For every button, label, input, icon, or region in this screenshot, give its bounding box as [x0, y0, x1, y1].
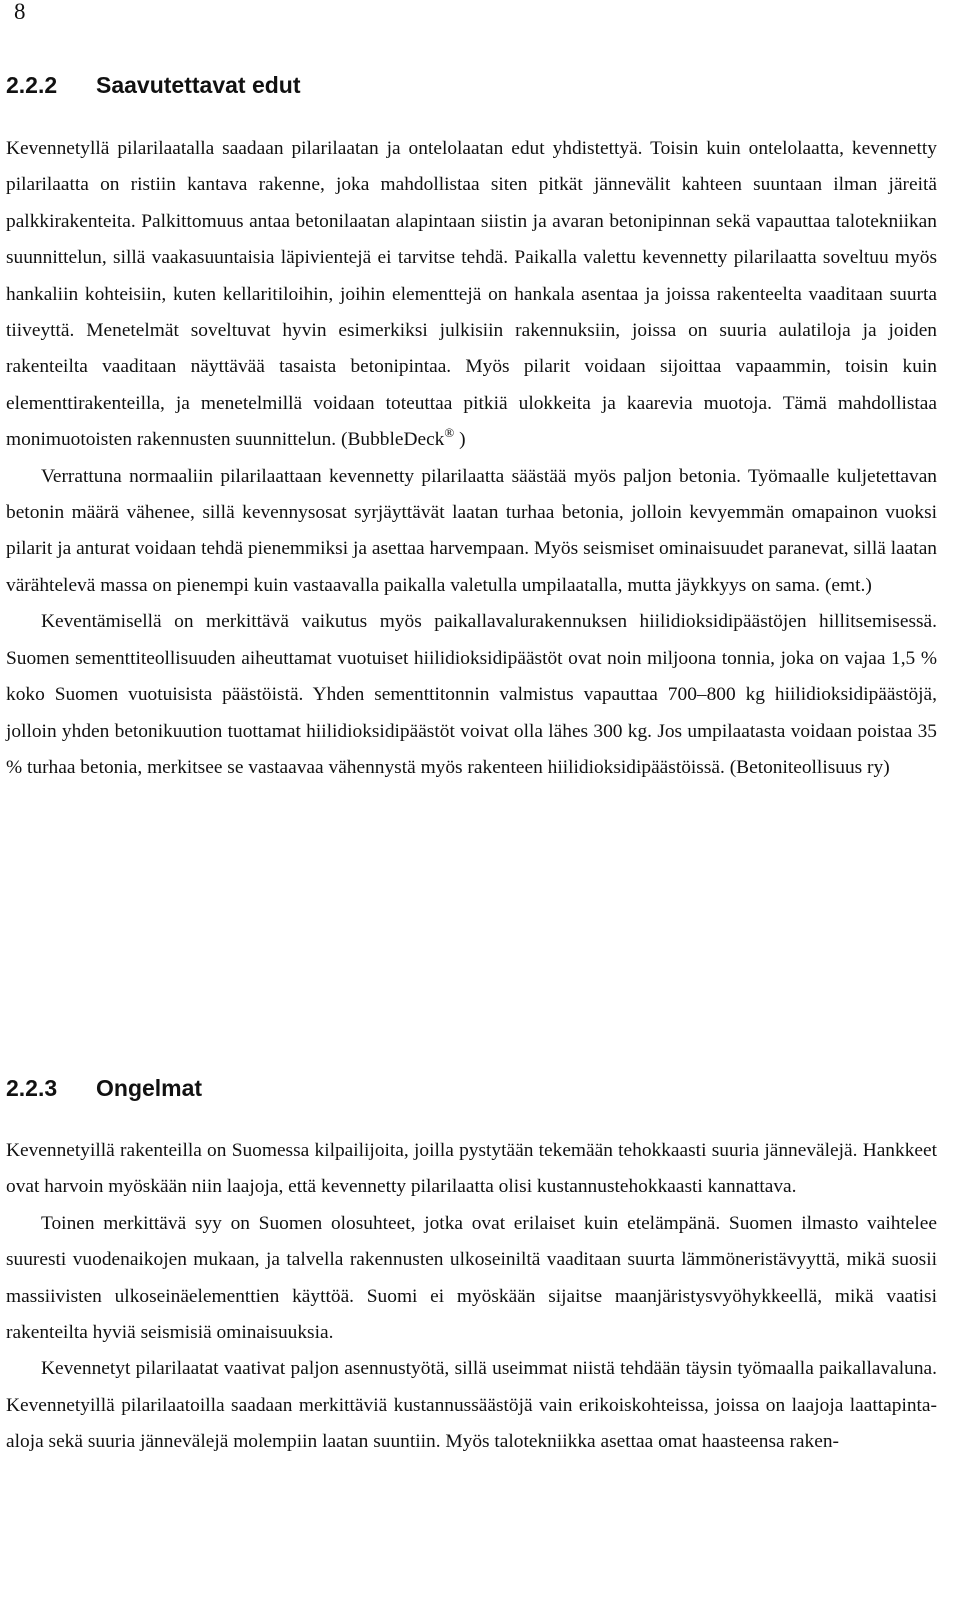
section-body: [6, 1133, 937, 1461]
section-heading-saavutettavat-edut: [6, 70, 301, 100]
paragraph: Keventämisellä on merkittävä vaikutus myös paikallavalurakennuksen hiilidioksidipäästöjen hillitsemisessä. Suomen sementtiteollisuuden aiheuttamat vuotuiset hiilidioksidipäästöt ovat noin miljoona tonnia, joka on vajaa 1,5 % koko Suomen vuotuisista päästöistä. Yhden sementtitonnin valmistus vapauttaa 700–800 kg hiilidioksidipäästöjä, jolloin yhden betonikuution tuottamat hiilidioksidipäästöt voivat olla lähes 300 kg. Jos umpilaatasta voidaan poistaa 35 % turhaa betonia, merkitsee se vastaavaa vähennystä myös rakenteen hiilidioksidipäästöissä. (Betoniteollisuus ry): [6, 611, 937, 778]
page-number: 8: [14, 0, 26, 24]
paragraph: Kevennetyt pilarilaatat vaativat paljon asennustyötä, sillä useimmat niistä tehdään täysin työmaalla paikallavaluna. Kevennetyillä pilarilaatoilla saadaan merkittäviä kustannussäästöjä vain erikoiskohteissa, joissa on laajoja laattapinta-aloja sekä suuria jännevälejä molempiin laatan suuntiin. Myös talotekniikka asettaa omat haasteensa raken-: [6, 1358, 937, 1453]
paragraph: Kevennetyillä rakenteilla on Suomessa kilpailijoita, joilla pystytään tekemään tehokkaasti suuria jännevälejä. Hankkeet ovat harvoin myöskään niin laajoja, että kevennetty pilarilaatta olisi kustannustehokkaasti kannattava.: [6, 1140, 937, 1198]
section-number: 2.2.2: [6, 72, 58, 98]
section-number: 2.2.3: [6, 1075, 58, 1101]
registered-trademark-mark: ®: [444, 425, 455, 441]
section-title: Saavutettavat edut: [96, 72, 301, 98]
paragraph: Verrattuna normaaliin pilarilaattaan kevennetty pilarilaatta säästää myös paljon betonia. Työmaalle kuljetettavan betonin määrä vähenee, sillä kevennysosat syrjäyttävät laatan turhaa betonia, jolloin kevyemmän omapainon vuoksi pilarit ja anturat voidaan tehdä pienemmiksi ja asettaa harvempaan. Myös seismiset ominaisuudet paranevat, sillä laatan värähtelevä massa on pienempi kuin vastaavalla paikalla valetulla umpilaatalla, mutta jäykkyys on sama. (emt.): [6, 465, 937, 596]
paragraph-text: Kevennetyllä pilarilaatalla saadaan pilarilaatan ja ontelolaatan edut yhdistettyä. Toisin kuin ontelolaatta, kevennetty pilarilaatta on ristiin kantava rakenne, joka mahdollistaa siten pitkät jännevälit kahteen suuntaan ilman järeitä palkkirakenteita. Palkittomuus antaa betonilaatan alapintaan siistin ja avaran betonipinnan sekä vapauttaa talotekniikan suunnittelun, sillä vaakasuuntaisia läpivientejä ei tarvitse tehdä. Paikalla valettu kevennetty pilarilaatta soveltuu myös hankaliin kohteisiin, kuten kellaritiloihin, joihin elementtejä on hankala asentaa ja joissa rakenteelta vaaditaan suurta tiiveyttä. Menetelmät soveltuvat hyvin esimerkiksi julkisiin rakennuksiin, joissa on suuria aulatiloja ja joiden rakenteilta vaaditaan näyttävää tasaista betonipintaa. Myös pilarit voidaan sijoittaa vapaammin, toisin kuin elementtirakenteilla, ja menetelmillä voidaan toteuttaa pitkiä ulokkeita ja kaarevia muotoja. Tämä mahdollistaa monimuotoisten rakennusten suunnittelun. (BubbleDeck: [6, 138, 937, 451]
section-heading-ongelmat: [6, 1073, 202, 1103]
citation-close: ): [459, 429, 466, 451]
paragraph: [6, 131, 937, 459]
section-body: [6, 131, 937, 786]
paragraph: Toinen merkittävä syy on Suomen olosuhteet, jotka ovat erilaiset kuin etelämpänä. Suomen ilmasto vaihtelee suuresti vuodenaikojen mukaan, ja talvella rakennusten ulkoseiniltä vaaditaan suurta lämmöneristävyyttä, mikä suosii massiivisten ulkoseinäelementtien käyttöä. Suomi ei myöskään sijaitse maanjäristysvyöhykkeellä, mikä vaatisi rakenteilta hyviä seismisiä ominaisuuksia.: [6, 1212, 937, 1344]
section-title: Ongelmat: [96, 1075, 203, 1101]
